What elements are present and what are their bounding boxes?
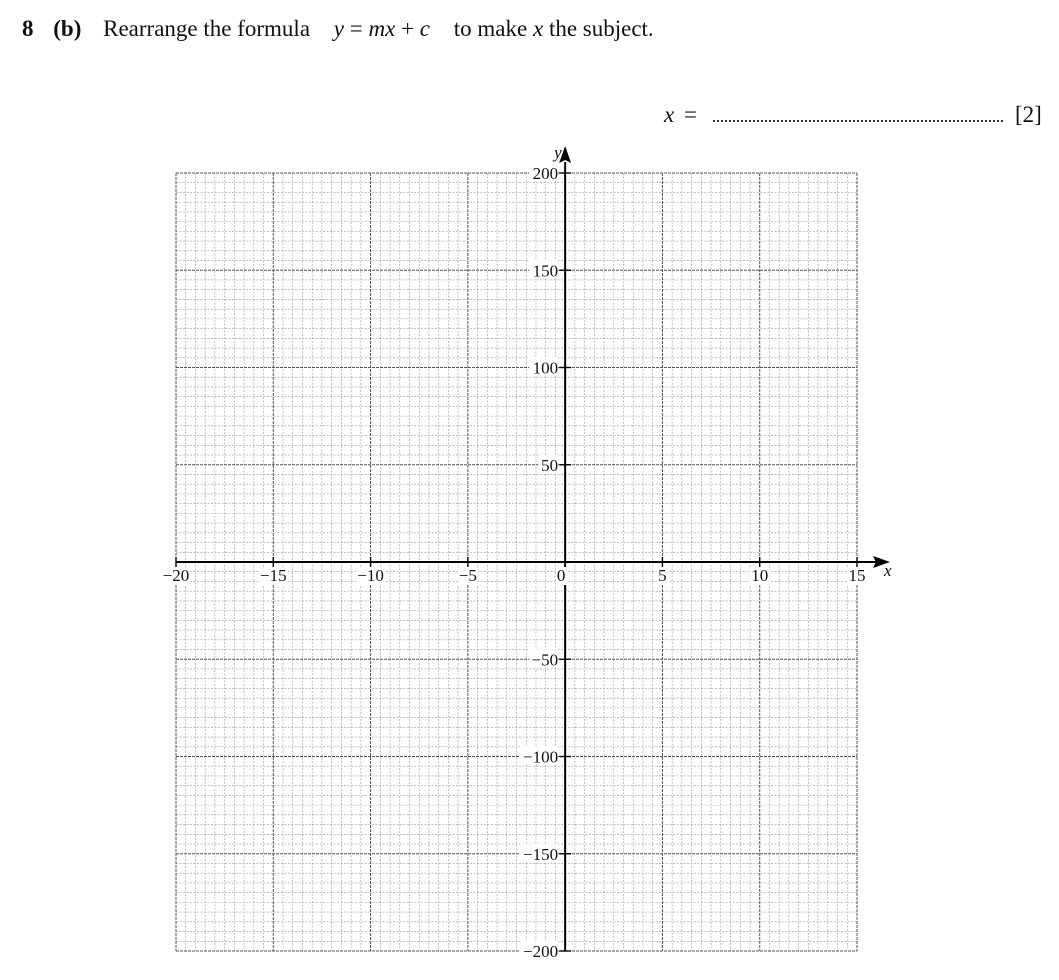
question-part: (b): [53, 16, 82, 41]
y-tick-label: −200: [523, 942, 559, 961]
y-tick-label: 100: [532, 358, 559, 378]
x-tick-label: −20: [162, 566, 190, 585]
y-axis-label: y: [554, 143, 562, 162]
question-suffix-1: to make: [453, 16, 533, 41]
y-tick-label: −100: [523, 747, 559, 767]
answer-label: x: [664, 102, 675, 127]
y-tick-label: −50: [531, 650, 559, 670]
y-tick-label: 200: [532, 164, 559, 183]
question-suffix-2: the subject.: [543, 16, 654, 41]
question-variable: x: [532, 16, 544, 41]
formula-mx: mx: [368, 16, 396, 41]
question-number: 8: [22, 16, 34, 41]
x-tick-label: 5: [658, 566, 667, 585]
formula-plus: +: [395, 16, 420, 41]
x-tick-label: −5: [458, 566, 477, 585]
answer-equals: =: [683, 102, 697, 127]
formula-y: y: [333, 16, 344, 41]
marks-label: [2]: [1015, 102, 1042, 127]
formula-c: c: [419, 16, 431, 41]
x-axis-label: x: [884, 561, 892, 580]
y-tick-label: 50: [541, 455, 559, 475]
x-tick-label: 0: [556, 566, 566, 585]
formula-equals: =: [344, 16, 369, 41]
y-tick-label: 150: [532, 261, 559, 281]
y-tick-label: −150: [523, 844, 559, 864]
question-prompt: Rearrange the formula: [103, 16, 311, 41]
x-tick-label: 15: [848, 566, 866, 585]
x-tick-label: −10: [357, 566, 384, 585]
x-tick-label: −15: [259, 566, 287, 585]
x-tick-label: 10: [751, 566, 769, 585]
